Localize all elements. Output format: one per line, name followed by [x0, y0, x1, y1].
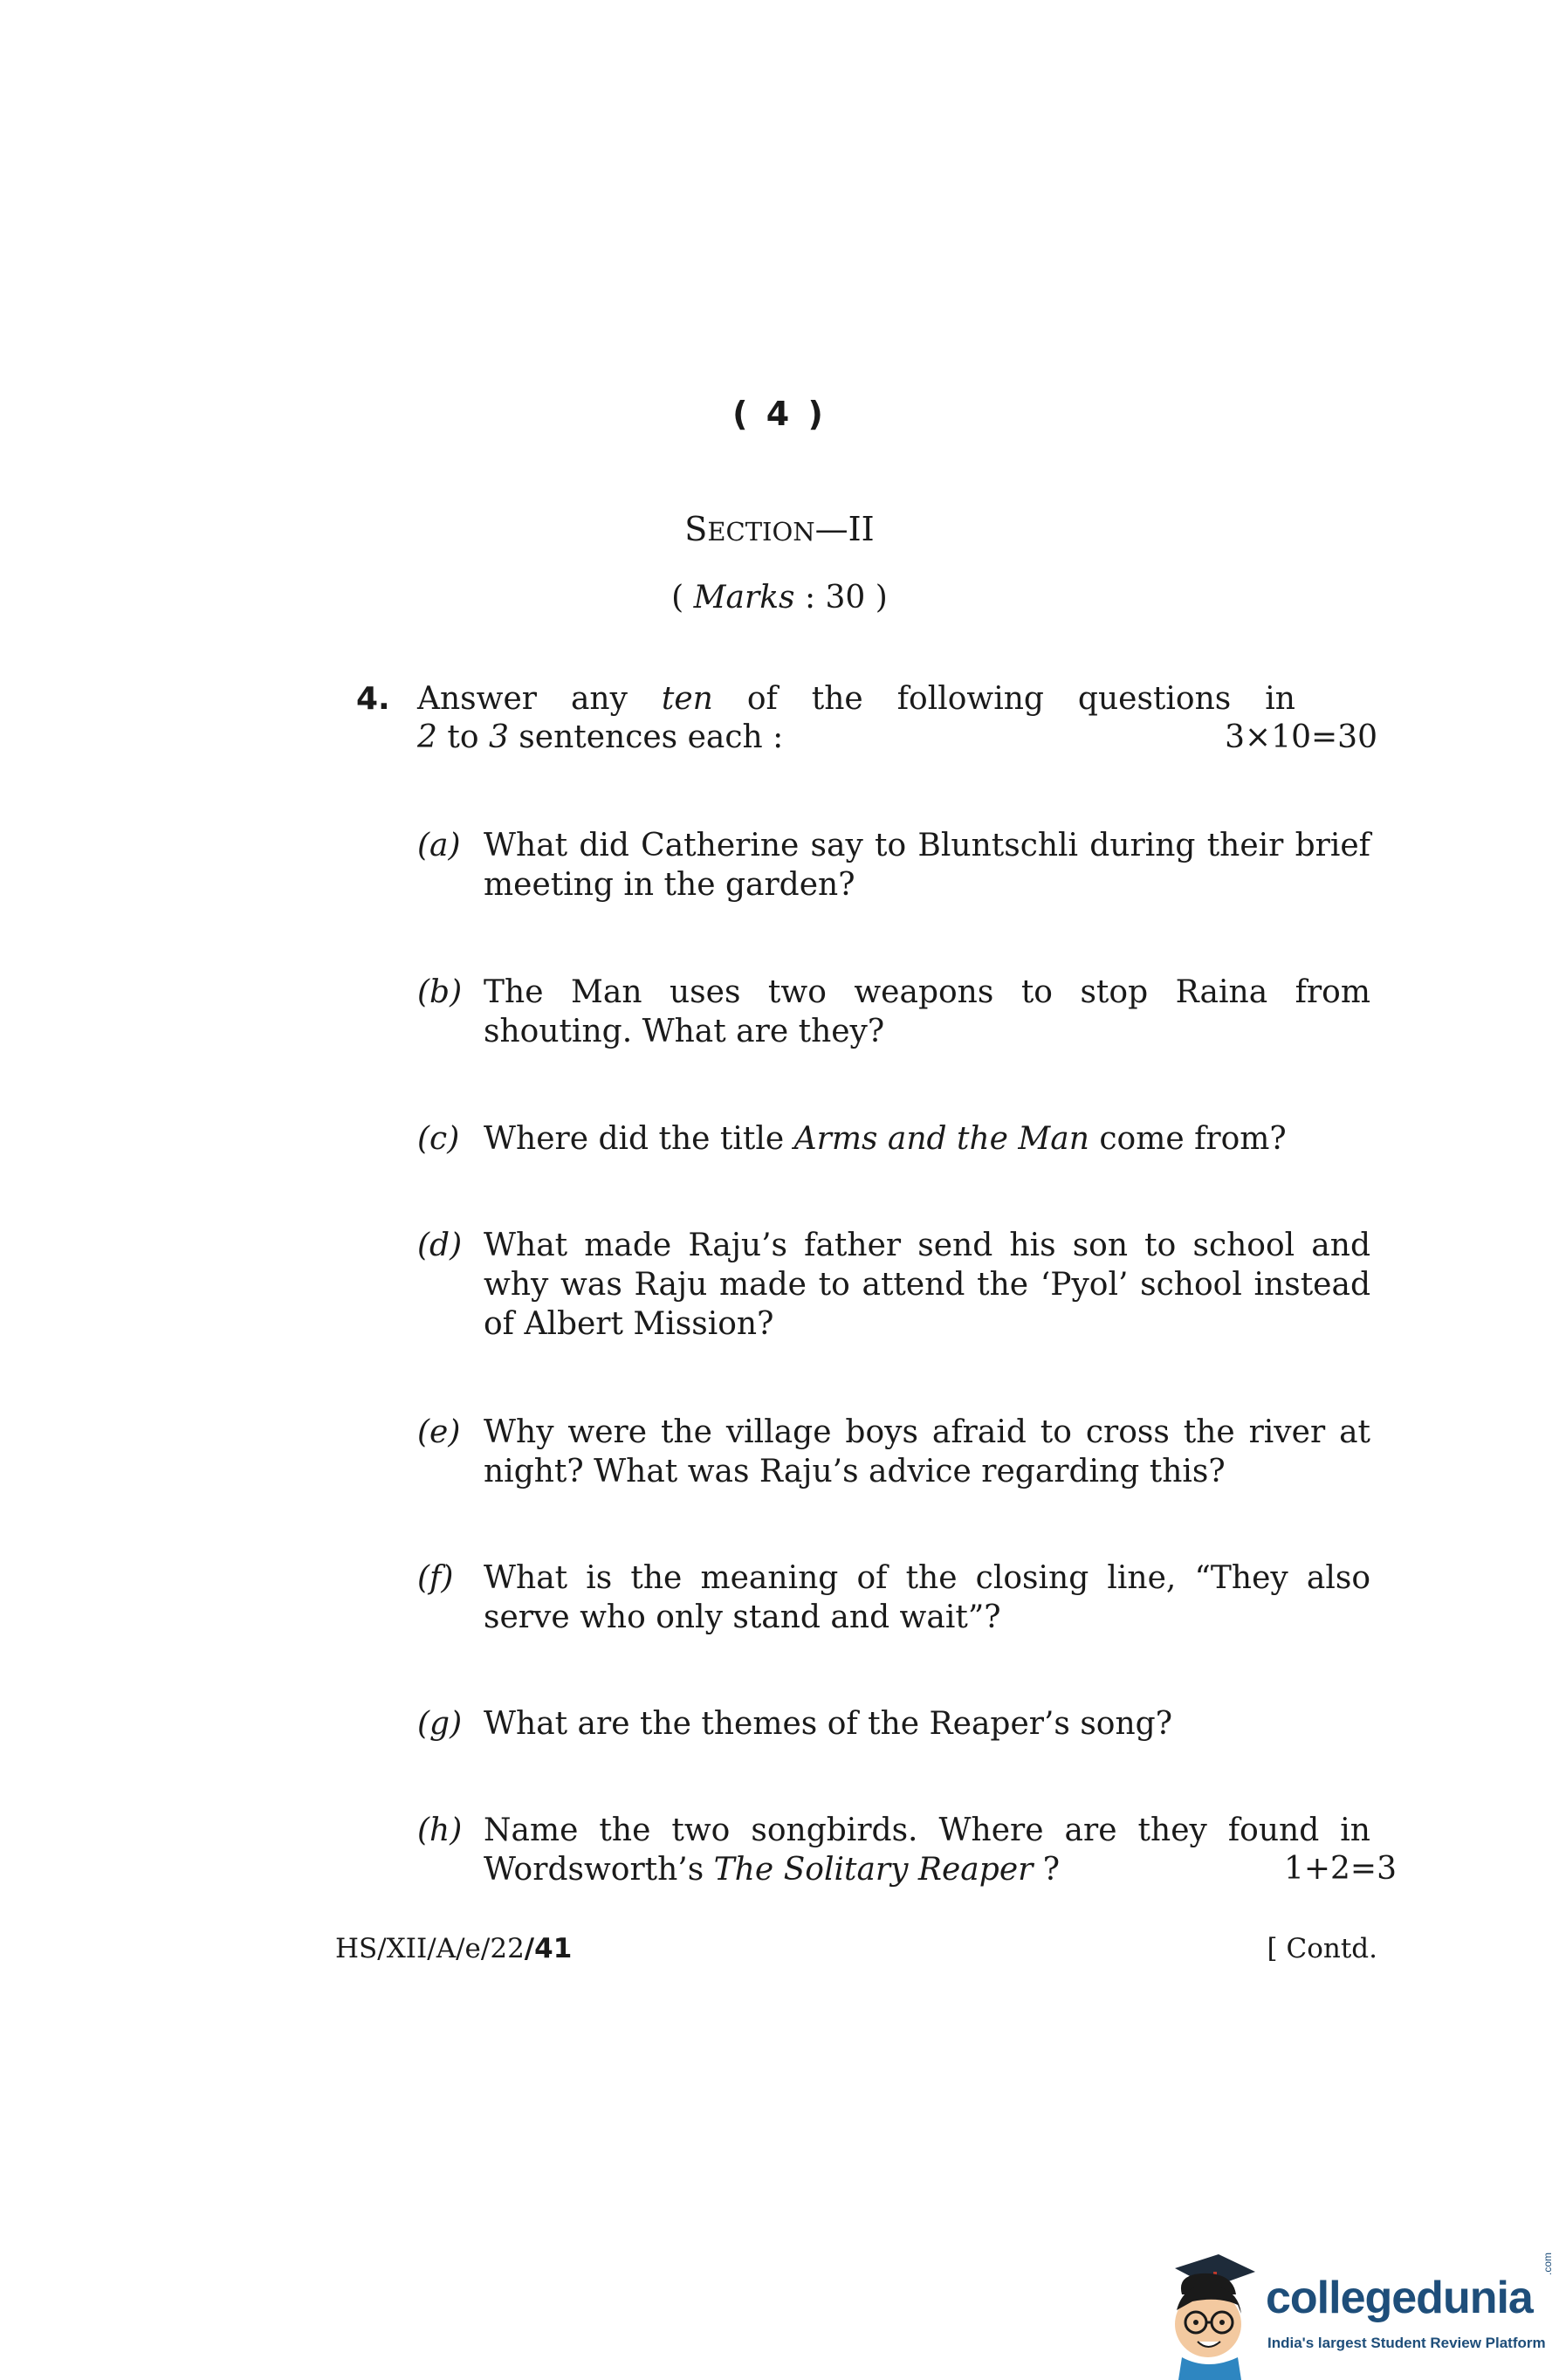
sub-question-text-part: Name the two songbirds. Where are they found in Wordsworth’s	[484, 1813, 1370, 1888]
page-footer	[335, 1933, 1377, 1964]
page-number: ( 4 )	[732, 395, 827, 433]
marks-value: : 30 )	[794, 580, 888, 616]
q4-word: questions	[1077, 681, 1232, 717]
poem-title: The Solitary Reaper	[713, 1852, 1034, 1888]
sub-question-label: (e)	[417, 1414, 461, 1450]
marks-open: (	[671, 580, 694, 616]
sub-question-text: What made Raju’s father send his son to school and why was Raju made to attend the ‘Pyol’ school instead of Albert Mission?	[484, 1228, 1370, 1342]
q4-instruction	[417, 718, 783, 758]
q4-num-2: 2	[417, 719, 437, 755]
sub-question-text: What are the themes of the Reaper’s song?	[484, 1706, 1173, 1742]
collegedunia-logo	[1157, 2249, 1554, 2380]
sub-question-label: (c)	[417, 1121, 460, 1157]
question-4-line-2	[417, 718, 1377, 758]
sub-question-text-part: Where did the title	[484, 1121, 794, 1157]
section-heading	[0, 510, 1559, 548]
q4-sentences: sentences each :	[508, 719, 784, 755]
q4-marks: 3×10=30	[1225, 719, 1377, 755]
q4-word: Answer	[417, 681, 537, 717]
sub-question-marks: 1+2=3	[1283, 1851, 1397, 1887]
section-marks	[0, 580, 1559, 616]
q4-word: the	[811, 681, 863, 717]
play-title: Arms and the Man	[793, 1121, 1089, 1157]
sub-question-text	[484, 1811, 1370, 1889]
sub-question-label: (d)	[417, 1228, 463, 1263]
logo-wordmark: collegedunia	[1266, 2273, 1533, 2323]
sub-question-text: The Man uses two weapons to stop Raina from shouting. What are they?	[484, 974, 1370, 1049]
sub-question-text: What is the meaning of the closing line, “They also serve who only stand and wait”?	[484, 1560, 1370, 1635]
sub-question-text: What did Catherine say to Bluntschli during their brief meeting in the garden?	[484, 828, 1370, 903]
sub-question-label: (g)	[417, 1706, 463, 1742]
section-small-caps: ECTION	[707, 517, 815, 547]
contd-label: [ Contd.	[1267, 1933, 1377, 1964]
q4-word: ten	[661, 681, 713, 717]
q4-to: to	[436, 719, 489, 755]
sub-question-text-part: come from?	[1089, 1121, 1287, 1157]
q4-word: any	[570, 681, 628, 717]
paper-code-bold: /41	[524, 1933, 573, 1964]
logo-tagline: India's largest Student Review Platform	[1267, 2335, 1546, 2351]
sub-question-label: (f)	[417, 1560, 454, 1596]
question-4-line-1	[417, 679, 1295, 719]
section-numeral: —II	[814, 510, 875, 548]
sub-question-text-part: ?	[1033, 1852, 1061, 1888]
sub-question-label: (b)	[417, 974, 463, 1010]
question-number: 4.	[356, 681, 390, 717]
q4-word: following	[896, 681, 1044, 717]
sub-question-label: (a)	[417, 828, 461, 863]
sub-question-text: Why were the village boys afraid to cross the river at night? What was Raju’s advice regarding this?	[484, 1414, 1370, 1489]
marks-word: Marks	[693, 580, 795, 616]
q4-word: of	[746, 681, 778, 717]
paper-code	[335, 1933, 572, 1964]
q4-num-3: 3	[488, 719, 509, 755]
logo-suffix: .com	[1542, 2252, 1554, 2275]
sub-question-label: (h)	[417, 1813, 463, 1848]
sub-question-text	[484, 1119, 1370, 1159]
section-first-letter: S	[684, 510, 708, 548]
paper-code-text: HS/XII/A/e/22	[335, 1933, 525, 1964]
student-mascot-icon	[1157, 2249, 1266, 2380]
q4-word: in	[1265, 681, 1295, 717]
